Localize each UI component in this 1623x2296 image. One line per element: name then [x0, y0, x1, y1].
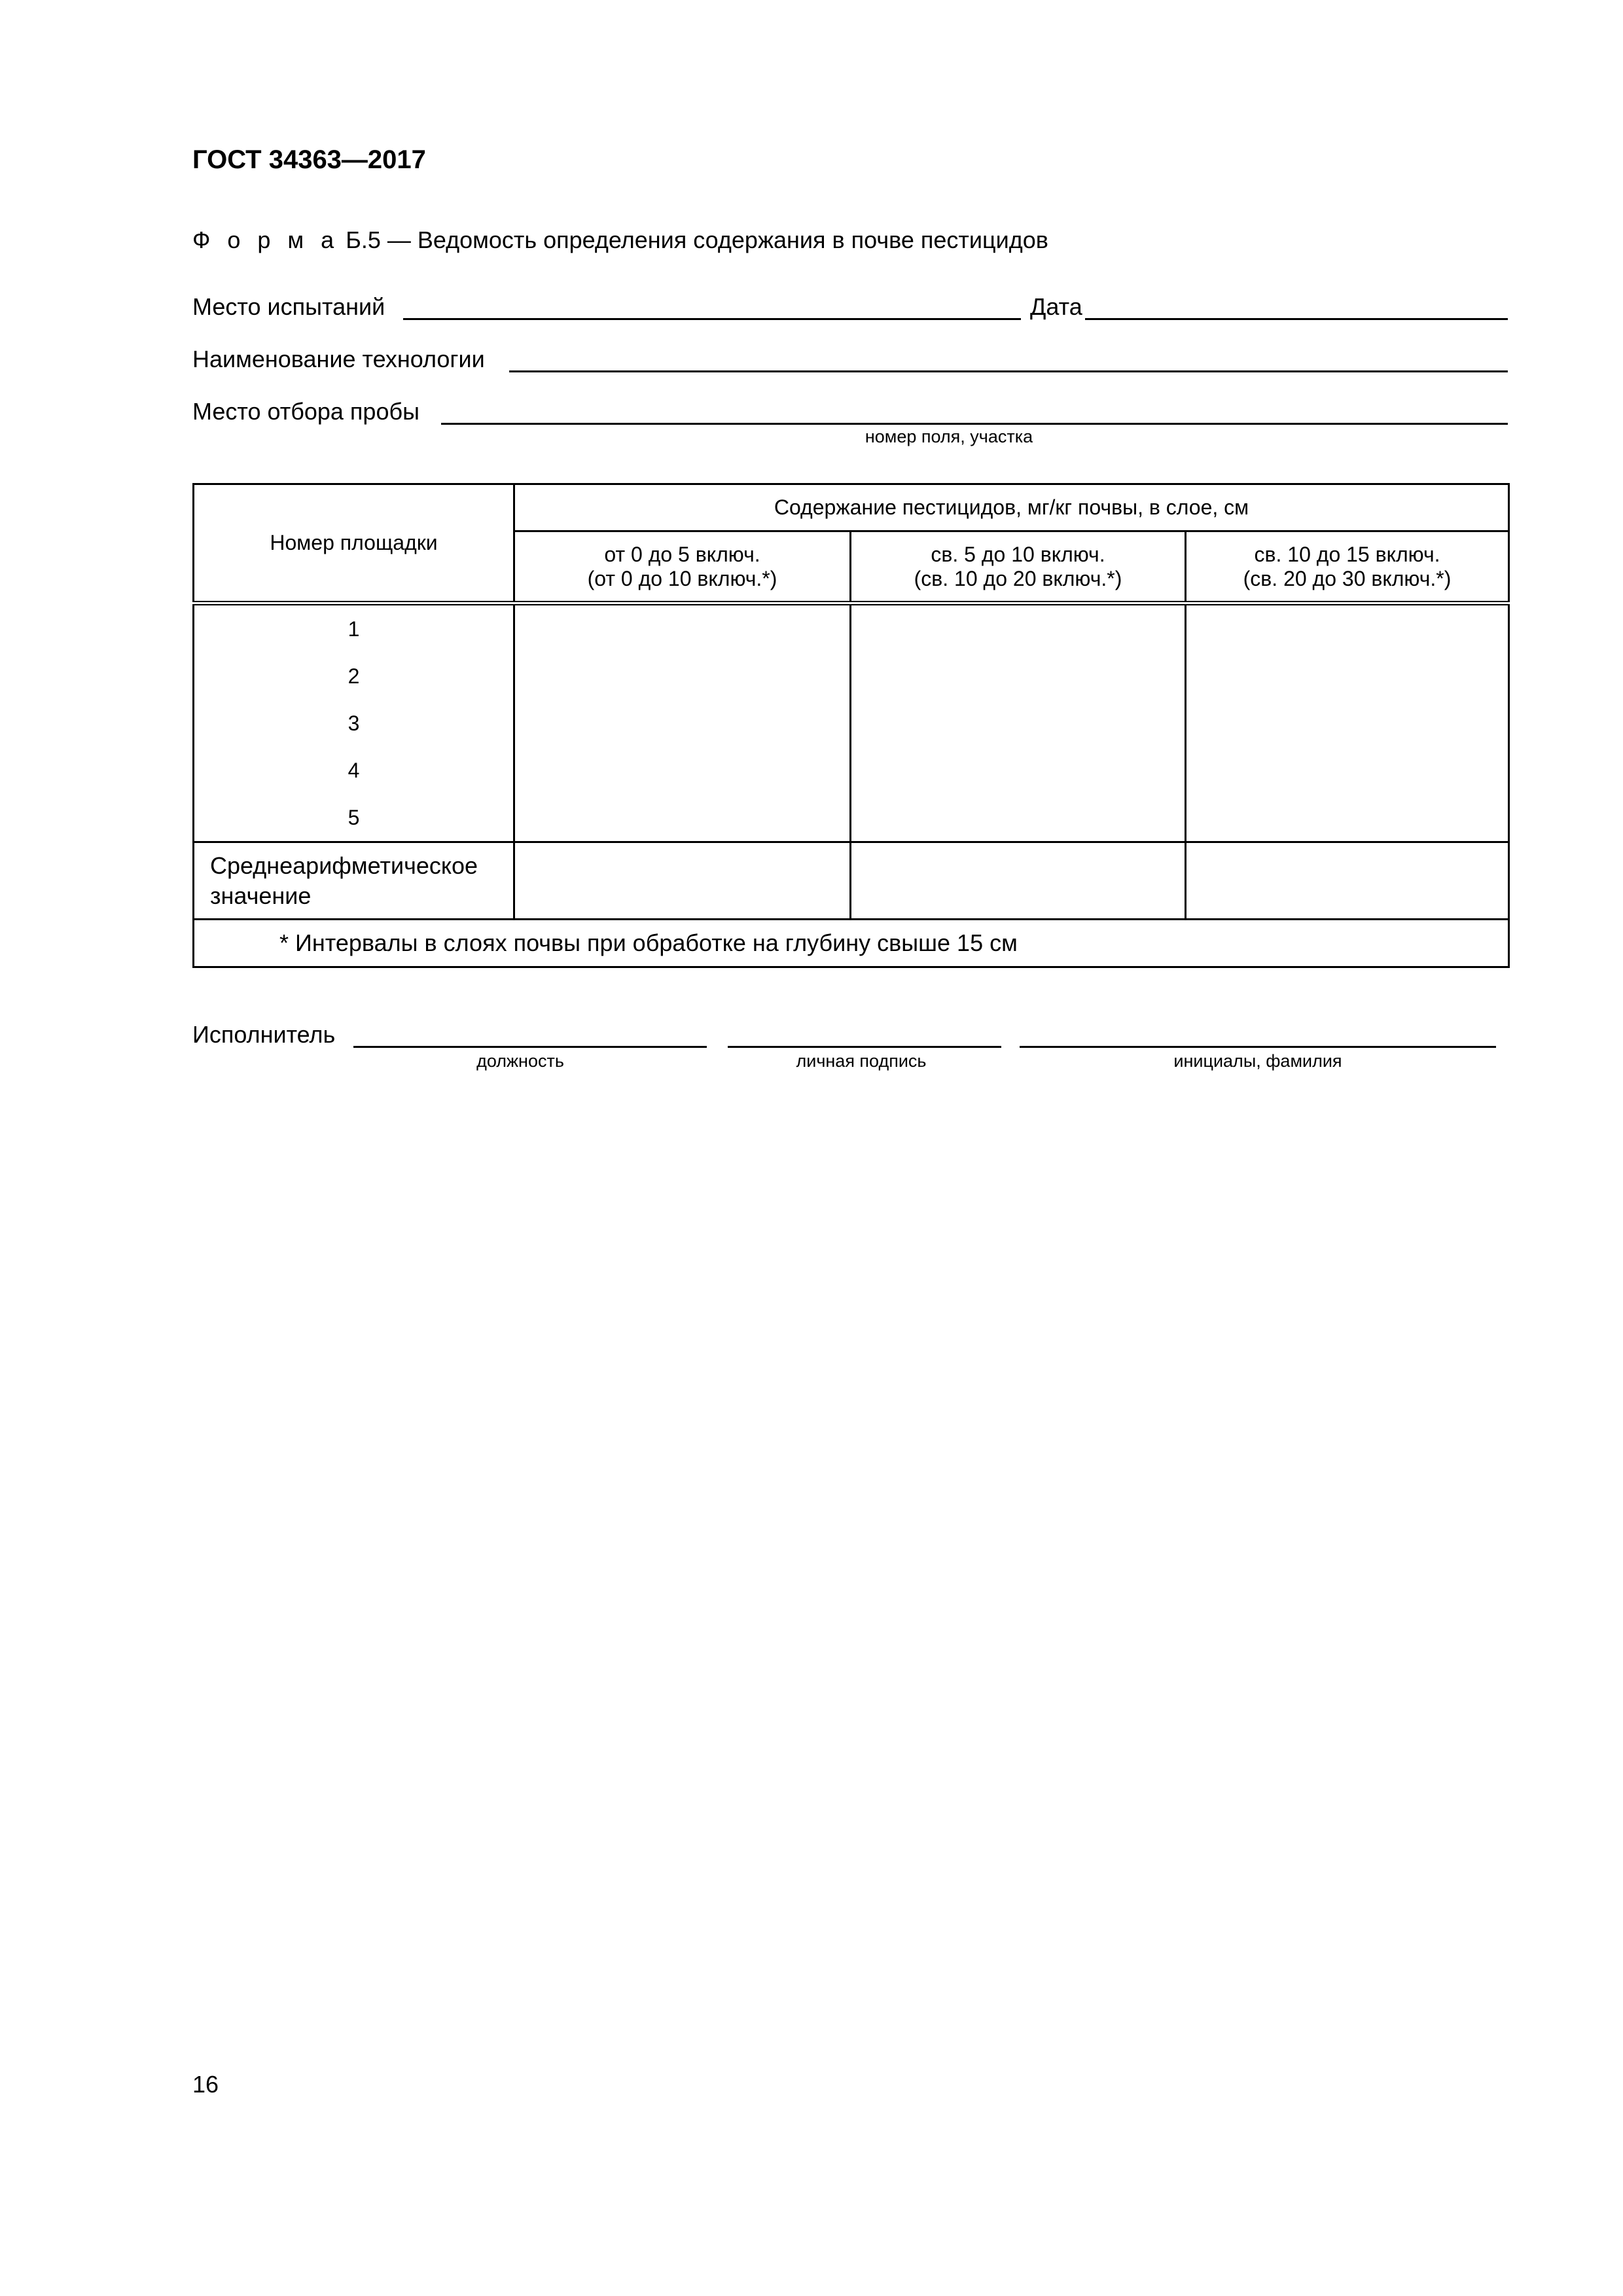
average-label-line1: Среднеарифметическое	[210, 852, 478, 879]
average-label-line2: значение	[210, 882, 312, 909]
layer-3-line2: (св. 20 до 30 включ.*)	[1243, 566, 1452, 590]
plot-number: 4	[348, 759, 360, 782]
data-cell-layer-2[interactable]	[851, 603, 1186, 842]
pesticide-table	[192, 483, 1510, 968]
plot-number: 3	[348, 711, 360, 735]
technology-field[interactable]	[509, 370, 1508, 372]
date-label: Дата	[1030, 293, 1082, 320]
performer-label: Исполнитель	[192, 1021, 336, 1048]
position-caption: должность	[476, 1051, 564, 1071]
form-title-text: Б.5 — Ведомость определения содержания в почве пестицидов	[339, 226, 1048, 253]
sample-site-label: Место отбора пробы	[192, 398, 419, 425]
average-label	[194, 842, 514, 920]
document-id: ГОСТ 34363—2017	[192, 145, 426, 174]
data-cell-layer-1[interactable]	[514, 603, 851, 842]
form-title	[192, 226, 1048, 254]
test-site-field[interactable]	[403, 318, 1021, 320]
layer-header-2	[851, 531, 1186, 603]
form-prefix: Ф о р м а	[192, 226, 340, 253]
layer-3-line1: св. 10 до 15 включ.	[1254, 542, 1440, 566]
plot-number: 2	[348, 664, 360, 688]
layer-1-line2: (от 0 до 10 включ.*)	[587, 566, 777, 590]
layer-2-line1: св. 5 до 10 включ.	[931, 542, 1105, 566]
average-cell-layer-3[interactable]	[1186, 842, 1509, 920]
position-field[interactable]	[353, 1046, 707, 1048]
plot-number: 5	[348, 806, 360, 829]
plot-numbers-cell	[194, 603, 514, 842]
plot-number-header: Номер площадки	[194, 484, 514, 603]
average-cell-layer-2[interactable]	[851, 842, 1186, 920]
average-cell-layer-1[interactable]	[514, 842, 851, 920]
name-caption: инициалы, фамилия	[1173, 1051, 1342, 1071]
technology-label: Наименование технологии	[192, 346, 485, 372]
plot-number: 1	[348, 617, 360, 641]
sample-site-field[interactable]	[441, 423, 1508, 425]
signature-caption: личная подпись	[796, 1051, 927, 1071]
date-field[interactable]	[1085, 318, 1508, 320]
page-number: 16	[192, 2071, 219, 2098]
table-footnote: * Интервалы в слоях почвы при обработке на глубину свыше 15 см	[194, 920, 1509, 967]
test-site-label: Место испытаний	[192, 293, 385, 320]
layer-2-line2: (св. 10 до 20 включ.*)	[914, 566, 1122, 590]
data-cell-layer-3[interactable]	[1186, 603, 1509, 842]
sample-site-caption: номер поля, участка	[865, 427, 1033, 446]
name-field[interactable]	[1020, 1046, 1496, 1048]
content-header: Содержание пестицидов, мг/кг почвы, в слое, см	[514, 484, 1509, 531]
signature-field[interactable]	[728, 1046, 1001, 1048]
layer-1-line1: от 0 до 5 включ.	[604, 542, 760, 566]
layer-header-3	[1186, 531, 1509, 603]
layer-header-1	[514, 531, 851, 603]
